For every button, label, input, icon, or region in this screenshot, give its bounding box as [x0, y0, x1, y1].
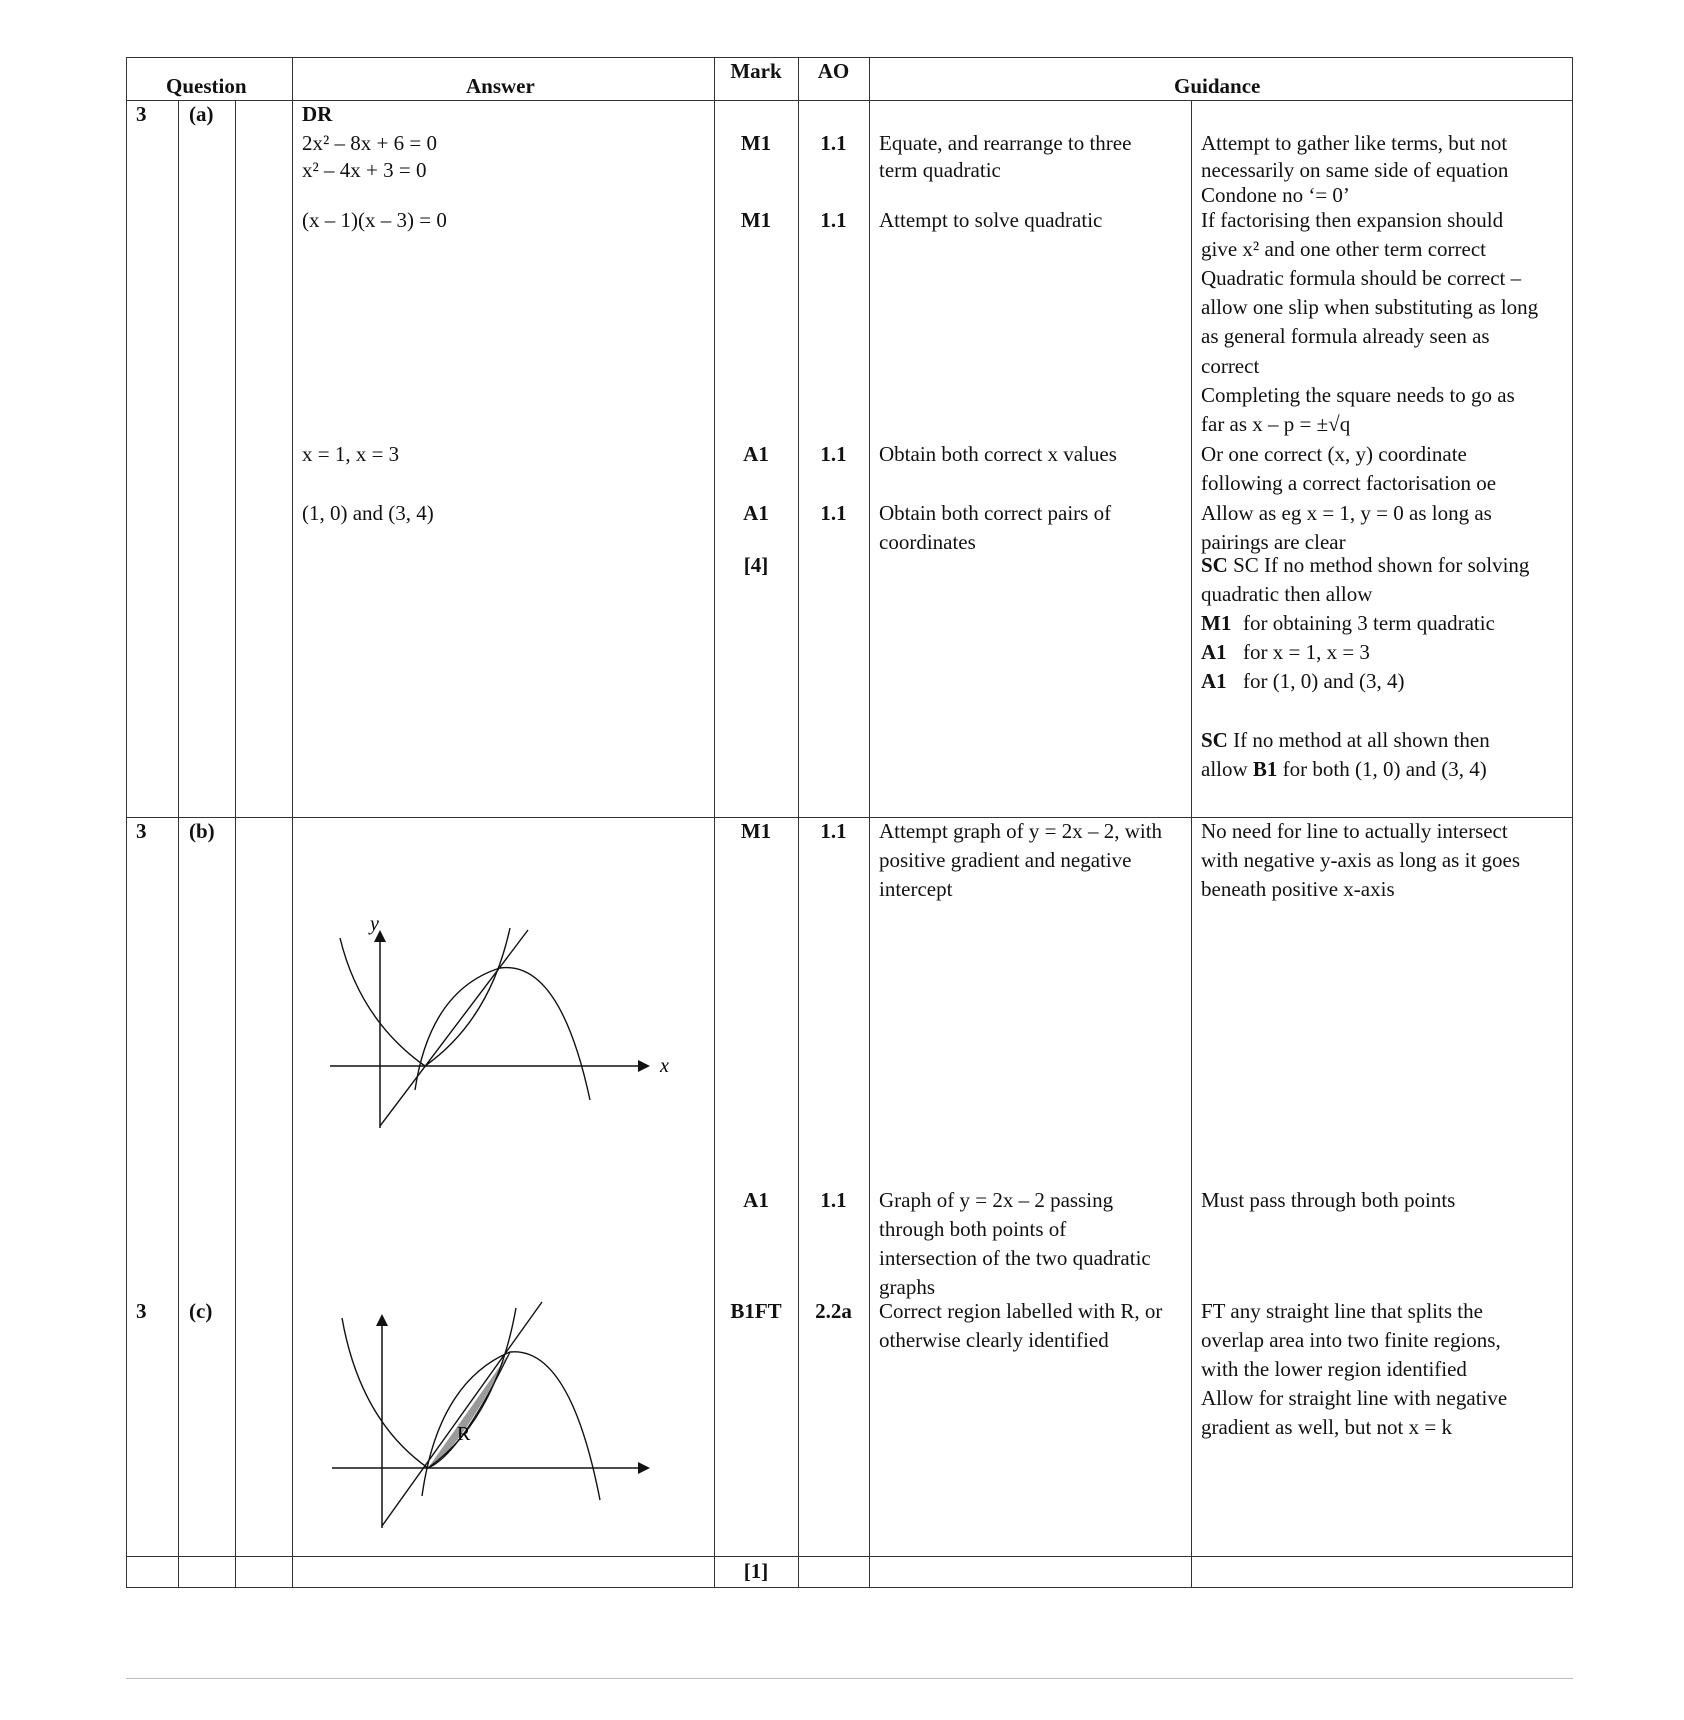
q3a-sc2-text: If no method at all shown then — [1233, 728, 1490, 752]
q3b-mark-2: A1 — [743, 1188, 769, 1212]
q3a-note-1a: Attempt to gather like terms, but not — [1201, 131, 1508, 155]
q3a-total: [4] — [743, 553, 769, 577]
q3a-eq4: x = 1, x = 3 — [302, 442, 400, 466]
q3c-guidance-a: Correct region labelled with R, or — [879, 1299, 1163, 1323]
q3a-mark-1: M1 — [740, 131, 772, 155]
q3a-note-2f: correct — [1201, 354, 1260, 378]
q3c-y-axis-arrow-icon — [376, 1314, 388, 1326]
header-divider — [126, 100, 1573, 101]
q3a-sc1-text: SC If no method shown for solving — [1233, 553, 1530, 577]
q3a-guidance-4a: Obtain both correct pairs of — [879, 501, 1112, 525]
header-question: Question — [166, 74, 247, 98]
q3a-sc1-line1: SC SC If no method shown for solving — [1201, 553, 1530, 577]
q3b-quadratic-up — [340, 928, 510, 1066]
q3a-mark-2: M1 — [740, 208, 772, 232]
col-line-7 — [1191, 100, 1192, 1588]
q3b-guidance-2a: Graph of y = 2x – 2 passing — [879, 1188, 1114, 1212]
q3b-graph — [320, 900, 680, 1140]
q3b-ao-2: 1.1 — [820, 1188, 847, 1212]
header-answer: Answer — [466, 74, 535, 98]
q3b-guidance-1c: intercept — [879, 877, 953, 901]
row-divider-total — [126, 1556, 1573, 1557]
col-line-1 — [178, 100, 179, 1588]
q3b-number: 3 — [136, 819, 147, 843]
q3a-sc1-text-3: for (1, 0) and (3, 4) — [1243, 669, 1405, 693]
q3b-note-1b: with negative y-axis as long as it goes — [1201, 848, 1521, 872]
q3a-note-4a: Allow as eg x = 1, y = 0 as long as — [1201, 501, 1492, 525]
q3b-note-1a: No need for line to actually intersect — [1201, 819, 1508, 843]
q3b-ao-1: 1.1 — [820, 819, 847, 843]
q3b-axis-y-label: y — [370, 913, 379, 935]
header-guidance: Guidance — [1174, 74, 1261, 98]
q3a-note-2a: If factorising then expansion should — [1201, 208, 1504, 232]
col-line-2 — [235, 100, 236, 1588]
q3a-note-2d: allow one slip when substituting as long — [1201, 295, 1539, 319]
q3a-note-3a: Or one correct (x, y) coordinate — [1201, 442, 1467, 466]
q3c-total: [1] — [743, 1559, 769, 1583]
q3a-number: 3 — [136, 102, 147, 126]
q3a-sc2-post: for both (1, 0) and (3, 4) — [1282, 757, 1487, 781]
q3a-note-2h: far as x – p = ±√q — [1201, 412, 1351, 436]
q3a-part: (a) — [189, 102, 214, 126]
q3b-x-axis-arrow-icon — [638, 1060, 650, 1072]
q3a-ao-4: 1.1 — [820, 501, 847, 525]
q3a-guidance-3: Obtain both correct x values — [879, 442, 1117, 466]
q3c-number: 3 — [136, 1299, 147, 1323]
q3c-region-r — [428, 1352, 510, 1468]
q3b-guidance-1a: Attempt graph of y = 2x – 2, with — [879, 819, 1163, 843]
q3a-sc1-text-2: for x = 1, x = 3 — [1243, 640, 1370, 664]
q3a-note-4b: pairings are clear — [1201, 530, 1346, 554]
q3a-sc2-line1 — [1201, 726, 1490, 755]
q3c-quadratic-down — [422, 1352, 600, 1500]
q3a-eq3: (x – 1)(x – 3) = 0 — [302, 208, 447, 232]
q3a-sc2-line2 — [1201, 755, 1487, 784]
q3a-note-3b: following a correct factorisation oe — [1201, 471, 1497, 495]
q3a-sc2-pre: allow — [1201, 757, 1248, 781]
q3a-sc1-mark-2: A1 — [1201, 640, 1227, 664]
q3a-sc1-text-1: for obtaining 3 term quadratic — [1243, 611, 1495, 635]
q3b-mark-1: M1 — [740, 819, 772, 843]
q3c-note-e: gradient as well, but not x = k — [1201, 1415, 1452, 1439]
q3a-note-2g: Completing the square needs to go as — [1201, 383, 1515, 407]
q3a-guidance-4b: coordinates — [879, 530, 976, 554]
q3b-guidance-2d: graphs — [879, 1275, 935, 1299]
q3a-guidance-2: Attempt to solve quadratic — [879, 208, 1103, 232]
q3a-ao-3: 1.1 — [820, 442, 847, 466]
q3a-guidance-1a: Equate, and rearrange to three — [879, 131, 1132, 155]
q3a-mark-3: A1 — [743, 442, 769, 466]
q3a-sc1-mark-1: M1 — [1201, 611, 1232, 635]
table-border-bottom — [126, 1587, 1573, 1588]
col-line-6 — [869, 57, 870, 1588]
q3a-dr: DR — [302, 102, 333, 126]
q3b-quadratic-down — [415, 968, 590, 1100]
q3b-guidance-1b: positive gradient and negative — [879, 848, 1132, 872]
q3a-eq1: 2x² – 8x + 6 = 0 — [302, 131, 437, 155]
q3c-straight-line — [382, 1302, 542, 1526]
q3b-note-1c: beneath positive x-axis — [1201, 877, 1395, 901]
q3a-ao-2: 1.1 — [820, 208, 847, 232]
q3a-mark-4: A1 — [743, 501, 769, 525]
q3c-note-b: overlap area into two finite regions, — [1201, 1328, 1501, 1352]
q3a-note-2e: as general formula already seen as — [1201, 324, 1490, 348]
q3c-note-c: with the lower region identified — [1201, 1357, 1467, 1381]
col-line-0 — [126, 57, 127, 1588]
q3a-eq2: x² – 4x + 3 = 0 — [302, 158, 427, 182]
q3c-note-a: FT any straight line that splits the — [1201, 1299, 1483, 1323]
q3a-ao-1: 1.1 — [820, 131, 847, 155]
q3a-eq5: (1, 0) and (3, 4) — [302, 501, 434, 525]
q3b-guidance-2c: intersection of the two quadratic — [879, 1246, 1151, 1270]
q3c-guidance-b: otherwise clearly identified — [879, 1328, 1109, 1352]
q3c-ao: 2.2a — [815, 1299, 852, 1323]
q3c-graph — [320, 1300, 680, 1540]
q3a-sc1-mark-3: A1 — [1201, 669, 1227, 693]
page-footer-rule — [126, 1678, 1573, 1679]
q3c-note-d: Allow for straight line with negative — [1201, 1386, 1508, 1410]
q3a-note-2c: Quadratic formula should be correct – — [1201, 266, 1522, 290]
q3b-part: (b) — [189, 819, 215, 843]
q3b-note-2: Must pass through both points — [1201, 1188, 1456, 1212]
header-ao: AO — [817, 59, 850, 83]
q3c-mark: B1FT — [730, 1299, 782, 1323]
q3c-part: (c) — [189, 1299, 213, 1323]
q3a-sc1-line2: quadratic then allow — [1201, 582, 1373, 606]
q3a-note-1c: Condone no ‘= 0’ — [1201, 183, 1350, 207]
q3b-axis-x-label: x — [660, 1055, 669, 1077]
q3a-guidance-1b: term quadratic — [879, 158, 1001, 182]
q3c-x-axis-arrow-icon — [638, 1462, 650, 1474]
q3b-straight-line — [380, 930, 528, 1126]
col-line-3 — [292, 57, 293, 1588]
col-line-8 — [1572, 57, 1573, 1588]
q3a-sc2-mark: B1 — [1252, 757, 1278, 781]
q3a-note-2b: give x² and one other term correct — [1201, 237, 1487, 261]
q3b-guidance-2b: through both points of — [879, 1217, 1067, 1241]
q3a-sc2-label: SC — [1201, 728, 1228, 752]
q3a-note-1b: necessarily on same side of equation — [1201, 158, 1509, 182]
header-mark: Mark — [730, 59, 782, 83]
q3c-region-label: R — [457, 1423, 471, 1445]
